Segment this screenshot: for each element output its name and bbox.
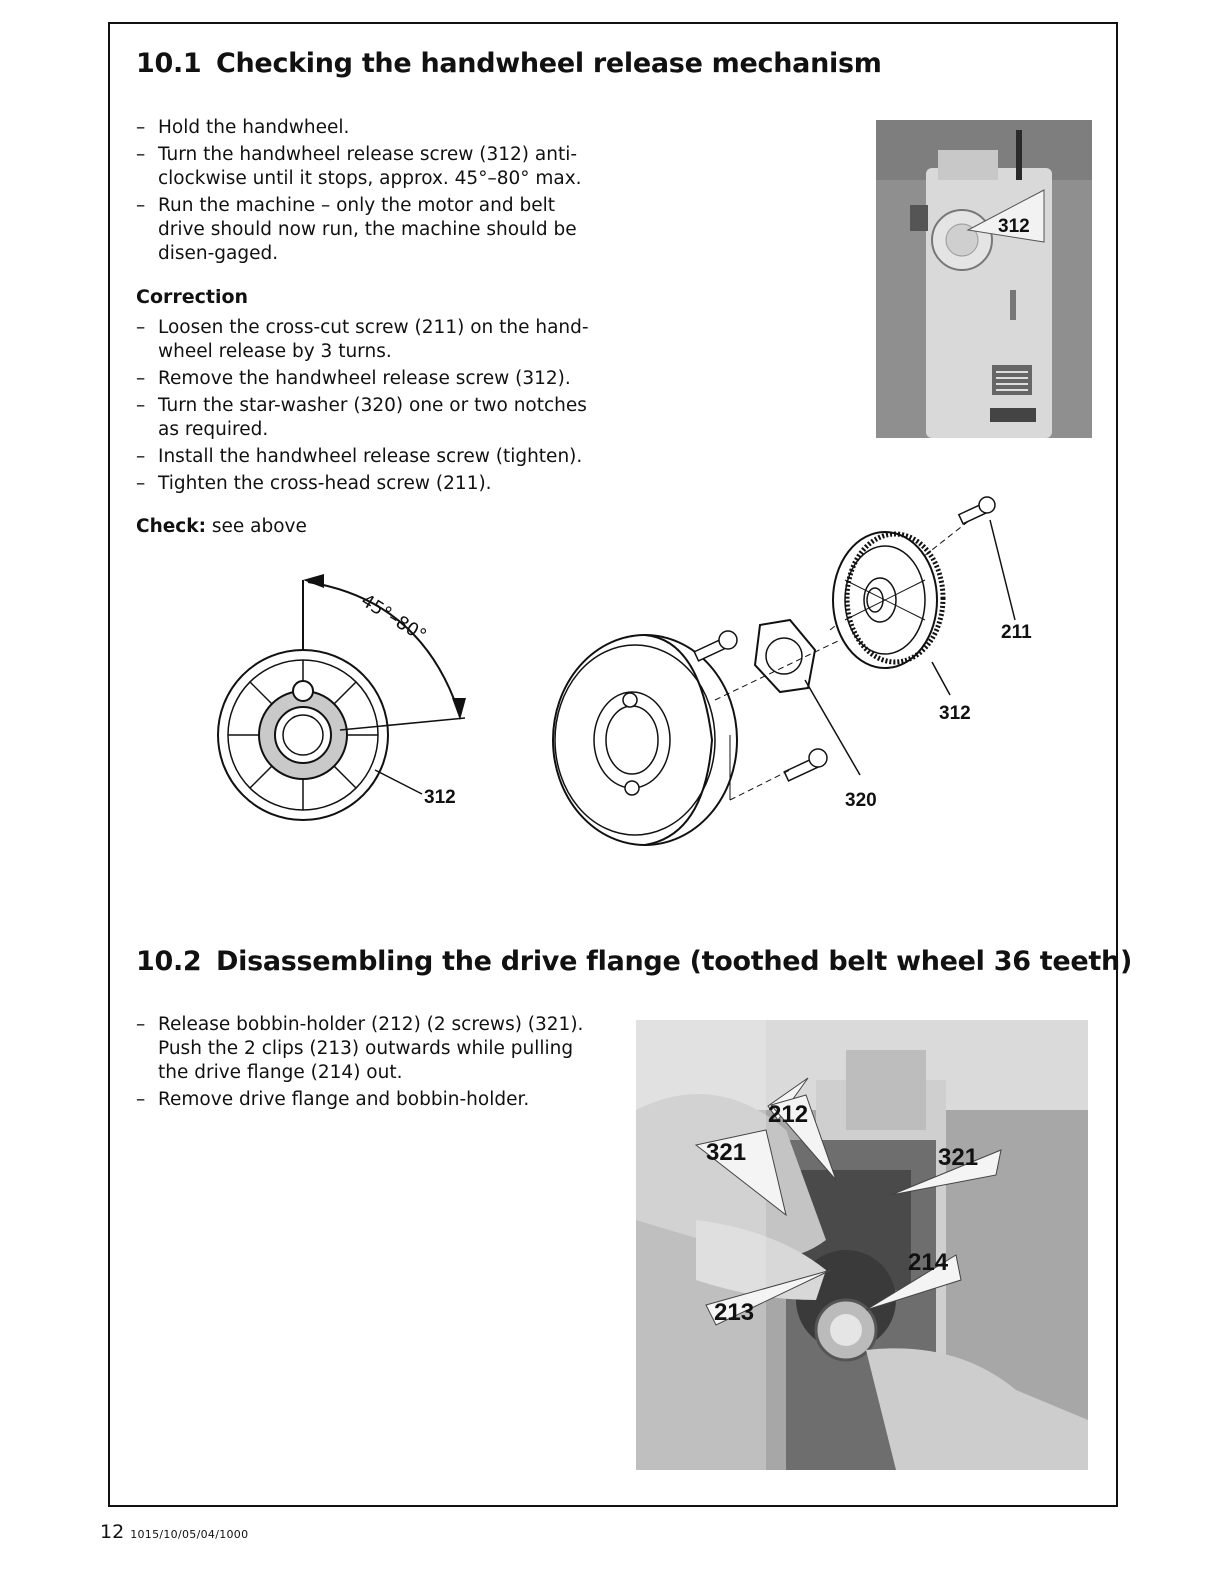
page-number: 12 (100, 1521, 125, 1543)
drive-flange-photo (636, 1020, 1088, 1470)
photo-label: 312 (998, 216, 1030, 237)
step-item: – Remove drive flange and bobbin-holder. (136, 1088, 606, 1112)
page-footer (100, 1521, 248, 1543)
step-item: – Loosen the cross-cut screw (211) on the hand-wheel release by 3 turns. (136, 316, 596, 364)
part-label: 312 (424, 787, 456, 808)
section-1-number: 10.1 (136, 48, 202, 79)
step-item: – Turn the handwheel release screw (312) anti-clockwise until it stops, approx. 45°–80° max. (136, 143, 596, 191)
machine-side-illustration (876, 120, 1092, 438)
step-item: – Remove the handwheel release screw (312). (136, 367, 596, 391)
check-label: Check: (136, 516, 206, 537)
step-item: – Tighten the cross-head screw (211). (136, 472, 596, 496)
check-text: see above (211, 516, 307, 537)
label-212: 212 (768, 1101, 809, 1128)
section-1-title: Checking the handwheel release mechanism (216, 48, 882, 79)
check-note (136, 516, 307, 537)
angle-label: 45°–80° (357, 590, 431, 647)
label-211: 211 (1001, 622, 1032, 643)
label-321-left: 321 (706, 1139, 747, 1166)
section-2-heading (136, 946, 1132, 977)
machine-side-photo (876, 120, 1092, 438)
step-item: – Install the handwheel release screw (tighten). (136, 445, 596, 469)
step-item: – Release bobbin-holder (212) (2 screws) (321). Push the 2 clips (213) outwards while pulling the drive flange (214) out. (136, 1013, 606, 1085)
handwheel-angle-diagram (200, 570, 490, 840)
step-item: – Hold the handwheel. (136, 116, 596, 140)
label-213: 213 (714, 1299, 755, 1326)
label-321-right: 321 (938, 1144, 979, 1171)
label-214: 214 (908, 1249, 949, 1276)
section-1-steps (136, 116, 596, 269)
step-item: – Run the machine – only the motor and belt drive should now run, the machine should be disen-gaged. (136, 194, 596, 266)
correction-heading: Correction (136, 286, 249, 308)
section-2-title: Disassembling the drive flange (toothed belt wheel 36 teeth) (216, 946, 1132, 977)
exploded-handwheel-diagram (540, 490, 1060, 860)
section-2-number: 10.2 (136, 946, 202, 977)
correction-steps (136, 316, 596, 499)
section-1-heading (136, 48, 882, 79)
section-2-steps (136, 1013, 606, 1115)
step-item: – Turn the star-washer (320) one or two notches as required. (136, 394, 596, 442)
drive-flange-illustration (636, 1020, 1088, 1470)
document-code: 1015/10/05/04/1000 (130, 1528, 249, 1541)
label-320: 320 (845, 790, 877, 811)
label-312: 312 (939, 703, 971, 724)
